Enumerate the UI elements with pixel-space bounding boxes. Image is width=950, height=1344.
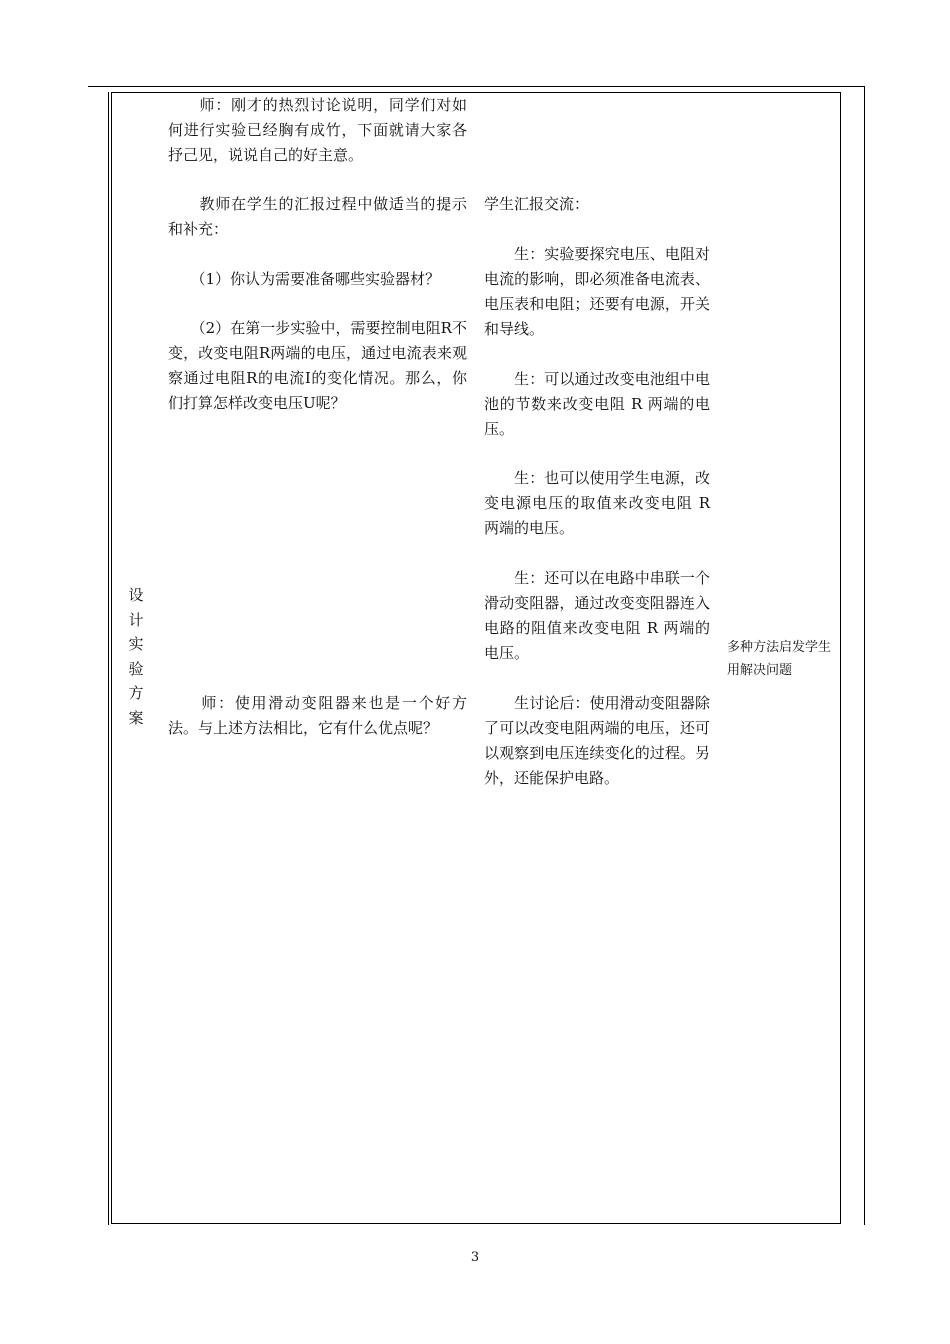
student-answer-rheostat: 生：还可以在电路中串联一个滑动变阻器，通过改变变阻器连入电路的阻值来改变电阻 R 两端的电压。 (484, 569, 710, 662)
teacher-question-2: （2）在第一步实验中，需要控制电阻R不变，改变电阻R两端的电压，通过电流表来观察通过电阻R的电流I的变化情况。那么，你们打算怎样改变电压U呢？ (168, 319, 467, 412)
section-label-char: 实 (128, 635, 144, 653)
section-label-char: 验 (128, 659, 144, 678)
section-label (124, 583, 148, 730)
section-label-char: 方 (128, 684, 144, 702)
header-rule (88, 86, 865, 87)
student-report-heading: 学生汇报交流： (484, 195, 590, 213)
student-answer-power-supply: 生：也可以使用学生电源，改变电源电压的取值来改变电阻 R 两端的电压。 (484, 469, 710, 537)
outer-border-left (108, 92, 109, 1225)
student-answer-advantages: 生讨论后：使用滑动变阻器除了可以改变电阻两端的电压，还可以观察到电压连续变化的过程。另外，还能保护电路。 (484, 694, 710, 787)
teacher-paragraph-guidance: 教师在学生的汇报过程中做适当的提示和补充： (168, 195, 467, 238)
student-answer-battery: 生：可以通过改变电池组中电池的节数来改变电阻 R 两端的电压。 (484, 370, 710, 438)
outer-border-right (864, 86, 865, 1225)
teacher-paragraph-intro: 师：刚才的热烈讨论说明，同学们对如何进行实验已经胸有成竹，下面就请大家各抒己见，说说自己的好主意。 (168, 96, 467, 164)
section-label-char: 案 (128, 708, 144, 727)
section-label-char: 计 (128, 610, 144, 629)
teacher-paragraph-rheostat: 师：使用滑动变阻器来也是一个好方法。与上述方法相比，它有什么优点呢？ (168, 694, 467, 737)
section-label-char: 设 (128, 586, 144, 604)
design-note: 多种方法启发学生用解决问题 (727, 640, 832, 678)
teacher-question-1: （1）你认为需要准备哪些实验器材？ (168, 270, 441, 288)
student-answer-equipment: 生：实验要探究电压、电阻对电流的影响，即必须准备电流表、电压表和电阻；还要有电源，开关和导线。 (484, 245, 710, 338)
page-number: 3 (470, 1250, 480, 1265)
